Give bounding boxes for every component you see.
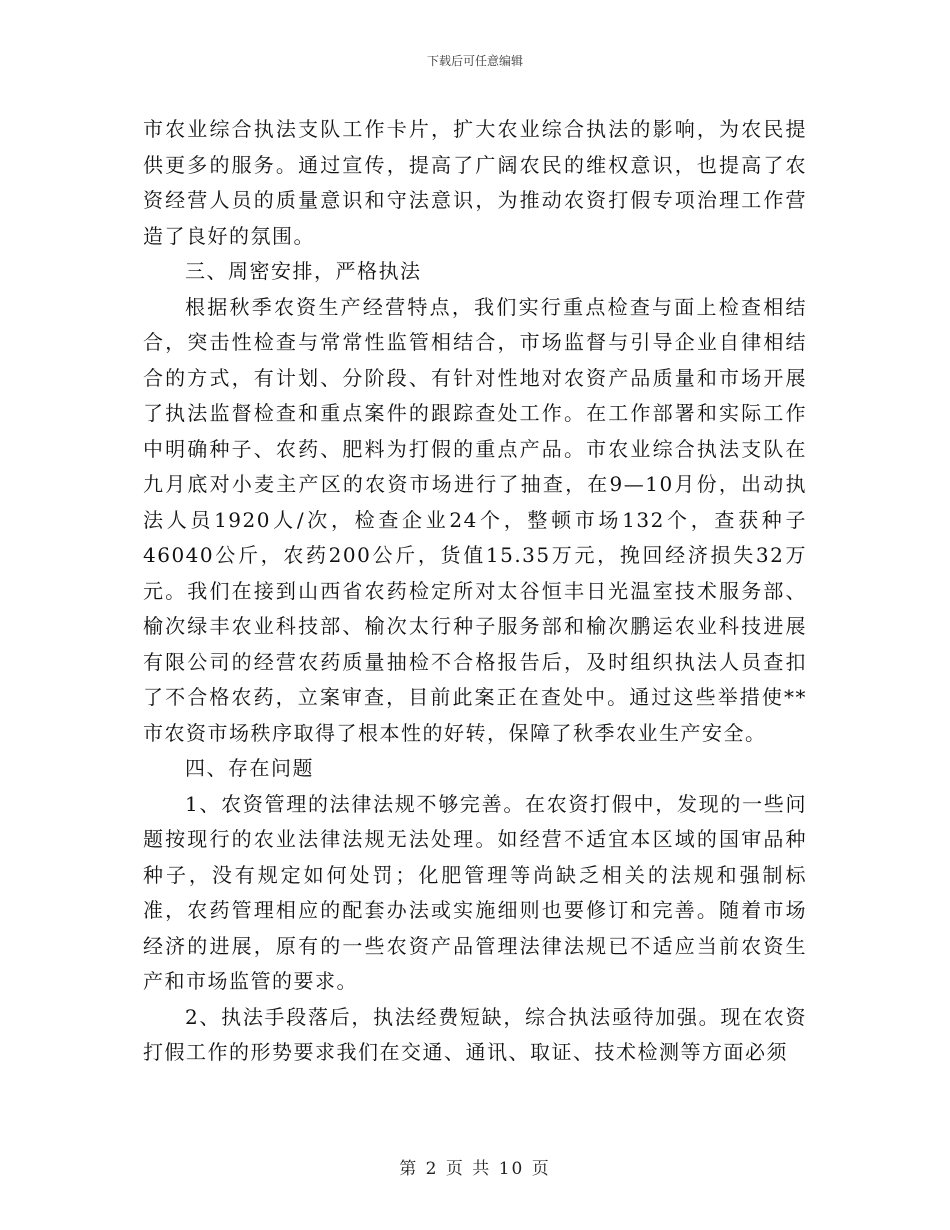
page-header: 下载后可任意编辑 xyxy=(426,54,523,68)
paragraph-issue-2: 2、执法手段落后，执法经费短缺，综合执法亟待加强。现在农资打假工作的形势要求我们在交通、通讯、取证、技术检测等方面必须 xyxy=(143,1004,807,1064)
paragraph-intro-continuation: 市农业综合执法支队工作卡片，扩大农业综合执法的影响，为农民提供更多的服务。通过宣传，提高了广阔农民的维权意识，也提高了农资经营人员的质量意识和守法意识，为推动农资打假专项治理工作营造了良好的氛围。 xyxy=(143,117,807,248)
section-heading-4: 四、存在问题 xyxy=(185,756,314,780)
paragraph-enforcement: 根据秋季农资生产经营特点，我们实行重点检查与面上检查相结合，突击性检查与常常性监管相结合，市场监督与引导企业自律相结合的方式，有计划、分阶段、有针对性地对农资产品质量和市场开展了执法监督检查和重点案件的跟踪查处工作。在工作部署和实际工作中明确种子、农药、肥料为打假的重点产品。市农业综合执法支队在九月底对小麦主产区的农资市场进行了抽查，在9—10月份，出动执法人员1920人/次，检查企业24个，整顿市场132个，查获种子46040公斤，农药200公斤，货值15.35万元，挽回经济损失32万元。我们在接到山西省农药检定所对太谷恒丰日光温室技术服务部、榆次绿丰农业科技部、榆次太行种子服务部和榆次鹏运农业科技进展有限公司的经营农药质量抽检不合格报告后，及时组织执法人员查扣了不合格农药，立案审查，目前此案正在查处中。通过这些举措使**市农资市场秩序取得了根本性的好转，保障了秋季农业生产安全。 xyxy=(143,294,807,745)
paragraph-issue-1: 1、农资管理的法律法规不够完善。在农资打假中，发现的一些问题按现行的农业法律法规无法处理。如经营不适宜本区域的国审品种种子，没有规定如何处罚；化肥管理等尚缺乏相关的法规和强制标准，农药管理相应的配套办法或实施细则也要修订和完善。随着市场经济的进展，原有的一些农资产品管理法律法规已不适应当前农资生产和市场监管的要求。 xyxy=(143,791,807,993)
section-heading-3: 三、周密安排，严格执法 xyxy=(185,259,422,283)
page-number: 第 2 页 共 10 页 xyxy=(399,1159,551,1179)
document-body xyxy=(143,112,807,1071)
